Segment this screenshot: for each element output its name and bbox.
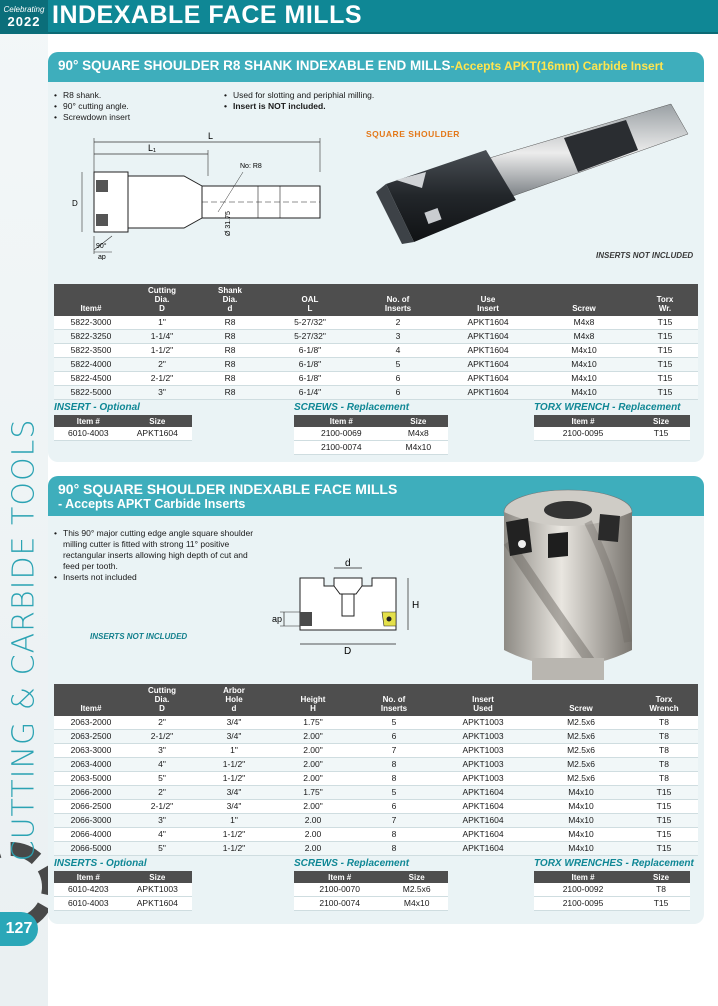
table-row xyxy=(294,897,448,911)
table-cell: 5 xyxy=(354,716,434,730)
table-cell: 8 xyxy=(354,758,434,772)
table-header-row xyxy=(294,415,448,427)
face-mill-technical-drawing xyxy=(272,556,432,656)
table-cell: 2.00 xyxy=(272,842,354,856)
table-row xyxy=(54,828,698,842)
table-cell: APKT1604 xyxy=(440,330,536,344)
bullet: • 90° cutting angle. xyxy=(54,101,130,112)
table-cell: 1" xyxy=(128,316,196,330)
screws-replacement-title: SCREWS - Replacement xyxy=(294,858,410,869)
table-row xyxy=(54,330,698,344)
bullet: • R8 shank. xyxy=(54,90,130,101)
table-cell: 1-1/2" xyxy=(196,842,272,856)
cell: M4x8 xyxy=(389,427,448,441)
table-cell: 2.00" xyxy=(272,800,354,814)
table-cell: 2063-4000 xyxy=(54,758,128,772)
cell: T15 xyxy=(632,897,690,911)
table-cell: 6-1/4" xyxy=(264,386,356,400)
table-cell: 5822-3500 xyxy=(54,344,128,358)
badge-line2: 2022 xyxy=(7,14,41,29)
table-cell: M4x10 xyxy=(532,814,630,828)
col-header-screw: Screw xyxy=(532,684,630,716)
table-cell: 2-1/2" xyxy=(128,800,196,814)
col-header-cutting-dia: Cutting Dia. D xyxy=(128,684,196,716)
col-header: Item # xyxy=(534,415,632,427)
table-cell: M4x10 xyxy=(532,842,630,856)
table-cell: 5" xyxy=(128,842,196,856)
table-cell: 2063-2000 xyxy=(54,716,128,730)
table-cell: 6 xyxy=(356,386,440,400)
table-cell: R8 xyxy=(196,344,264,358)
table-cell: 6-1/8" xyxy=(264,372,356,386)
table-cell: T15 xyxy=(630,828,698,842)
cell: 6010-4003 xyxy=(54,427,123,441)
vertical-category-text: CUTTING & CARBIDE TOOLS xyxy=(6,418,42,862)
table-header-row xyxy=(54,871,192,883)
table-cell: M2.5x6 xyxy=(532,744,630,758)
table-header-row xyxy=(534,871,690,883)
section-face-mills xyxy=(48,476,704,924)
dim-label-D: D xyxy=(344,646,352,656)
table-cell: 6 xyxy=(354,800,434,814)
dim-label-dia: Ø 31.75 xyxy=(225,211,232,236)
dim-label-no: No: R8 xyxy=(240,163,262,170)
table-row xyxy=(534,427,690,441)
section2-bullets xyxy=(54,528,254,583)
table-cell: APKT1604 xyxy=(440,372,536,386)
section1-subtitle: -Accepts APKT(16mm) Carbide Insert xyxy=(450,59,664,73)
cell: 2100-0074 xyxy=(294,441,389,455)
table-row xyxy=(54,897,192,911)
end-mill-technical-drawing xyxy=(68,132,338,260)
dim-label-d: d xyxy=(345,558,351,569)
cell: M4x10 xyxy=(385,897,448,911)
table-cell: 2066-5000 xyxy=(54,842,128,856)
section1-bullets-right xyxy=(224,90,374,112)
table-cell: 2063-2500 xyxy=(54,730,128,744)
cell: 2100-0069 xyxy=(294,427,389,441)
table-cell: 4" xyxy=(128,828,196,842)
table-cell: 2.00" xyxy=(272,730,354,744)
inserts-not-included-note: INSERTS NOT INCLUDED xyxy=(90,632,188,641)
col-header-no-inserts: No. of Inserts xyxy=(356,284,440,316)
table-cell: 1-1/4" xyxy=(128,330,196,344)
table-cell: 3" xyxy=(128,744,196,758)
table-cell: M4x10 xyxy=(532,786,630,800)
table-cell: 3" xyxy=(128,814,196,828)
table-cell: R8 xyxy=(196,386,264,400)
table-cell: 5-27/32" xyxy=(264,316,356,330)
screws-replacement-table xyxy=(294,871,448,911)
table-cell: M4x10 xyxy=(536,386,632,400)
table-cell: 3/4" xyxy=(196,730,272,744)
cell: 2100-0074 xyxy=(294,897,385,911)
col-header: Item # xyxy=(534,871,632,883)
col-header-torx: Torx Wr. xyxy=(632,284,698,316)
table-cell: T8 xyxy=(630,772,698,786)
dim-label-H: H xyxy=(412,600,420,611)
col-header-cutting-dia: Cutting Dia. D xyxy=(128,284,196,316)
table-cell: 1-1/2" xyxy=(196,772,272,786)
cell: APKT1003 xyxy=(123,883,192,897)
table-cell: 2" xyxy=(128,716,196,730)
square-shoulder-label: SQUARE SHOULDER xyxy=(366,129,460,139)
face-mill-product-image xyxy=(488,482,648,690)
table-header-row xyxy=(54,684,698,716)
table-row xyxy=(54,427,192,441)
col-header-item: Item# xyxy=(54,684,128,716)
table-cell: 5" xyxy=(128,772,196,786)
table-cell: 2063-5000 xyxy=(54,772,128,786)
table-cell: 2.00" xyxy=(272,758,354,772)
dim-label-ap: ap xyxy=(272,614,283,624)
table-cell: R8 xyxy=(196,372,264,386)
table-cell: 2.00" xyxy=(272,744,354,758)
table-cell: 1.75" xyxy=(272,786,354,800)
table-cell: 2066-2500 xyxy=(54,800,128,814)
bullet: • This 90° major cutting edge angle square shoulder milling cutter is fitted with strong 11° positive rectangular inserts allowing high depth of cut and feed per tooth. xyxy=(54,528,254,572)
col-header: Item # xyxy=(54,415,123,427)
table-cell: 6-1/8" xyxy=(264,344,356,358)
dim-label-D: D xyxy=(72,199,78,208)
cell: 2100-0095 xyxy=(534,897,632,911)
table-cell: T8 xyxy=(630,758,698,772)
table-cell: 5822-4000 xyxy=(54,358,128,372)
table-cell: 3 xyxy=(356,330,440,344)
cell: 2100-0095 xyxy=(534,427,632,441)
table-cell: APKT1604 xyxy=(440,386,536,400)
col-header-no-inserts: No. of Inserts xyxy=(354,684,434,716)
cell: APKT1604 xyxy=(123,427,192,441)
insert-optional-title: INSERT - Optional xyxy=(54,402,140,413)
cell: 6010-4203 xyxy=(54,883,123,897)
table-cell: 5 xyxy=(354,786,434,800)
inserts-not-included-note: INSERTS NOT INCLUDED xyxy=(596,251,694,260)
screws-replacement-table xyxy=(294,415,448,455)
top-header xyxy=(0,0,718,34)
table-cell: T15 xyxy=(632,372,698,386)
table-cell: APKT1604 xyxy=(440,358,536,372)
table-cell: R8 xyxy=(196,330,264,344)
table-header-row xyxy=(534,415,690,427)
table-cell: 5822-5000 xyxy=(54,386,128,400)
table-cell: APKT1604 xyxy=(434,800,532,814)
end-mill-product-image xyxy=(366,92,696,252)
section1-title: 90° SQUARE SHOULDER R8 SHANK INDEXABLE END MILLS xyxy=(58,58,451,73)
table-cell: 1-1/2" xyxy=(196,828,272,842)
table-cell: 2066-3000 xyxy=(54,814,128,828)
col-header: Size xyxy=(389,415,448,427)
table-header-row xyxy=(54,415,192,427)
table-cell: T15 xyxy=(632,344,698,358)
cell: T15 xyxy=(632,427,690,441)
cell: 6010-4003 xyxy=(54,897,123,911)
table-row xyxy=(54,716,698,730)
torx-wrenches-replacement-title: TORX WRENCHES - Replacement xyxy=(534,858,694,869)
torx-wrench-replacement-title: TORX WRENCH - Replacement xyxy=(534,402,681,413)
table-row xyxy=(54,800,698,814)
cell: T8 xyxy=(632,883,690,897)
inserts-optional-title: INSERTS - Optional xyxy=(54,858,147,869)
table-cell: T15 xyxy=(632,316,698,330)
table-cell: 1" xyxy=(196,814,272,828)
table-cell: APKT1003 xyxy=(434,758,532,772)
table-cell: T15 xyxy=(630,814,698,828)
table-cell: 5 xyxy=(356,358,440,372)
table-cell: 8 xyxy=(354,842,434,856)
table-cell: M4x10 xyxy=(532,800,630,814)
torx-wrenches-replacement-table xyxy=(534,871,690,911)
table-cell: 6 xyxy=(356,372,440,386)
table-cell: 2 xyxy=(356,316,440,330)
table-row xyxy=(294,427,448,441)
table-cell: APKT1604 xyxy=(440,316,536,330)
section2-title: 90° SQUARE SHOULDER INDEXABLE FACE MILLS xyxy=(58,481,398,497)
section1-bullets-left xyxy=(54,90,130,123)
end-mill-spec-table xyxy=(54,284,698,400)
col-header: Item # xyxy=(294,415,389,427)
table-header-row xyxy=(54,284,698,316)
col-header-item: Item# xyxy=(54,284,128,316)
table-cell: 1-1/2" xyxy=(128,344,196,358)
bullet: • Used for slotting and periphial milling. xyxy=(224,90,374,101)
col-header-arbor-hole: Arbor Hole d xyxy=(196,684,272,716)
table-cell: T8 xyxy=(630,716,698,730)
table-row xyxy=(54,772,698,786)
inserts-optional-table xyxy=(54,871,192,911)
table-cell: 3" xyxy=(128,386,196,400)
section2-subtitle: - Accepts APKT Carbide Inserts xyxy=(58,497,246,511)
table-row xyxy=(54,372,698,386)
table-cell: T15 xyxy=(632,386,698,400)
table-cell: 2063-3000 xyxy=(54,744,128,758)
table-row xyxy=(54,814,698,828)
side-text-container xyxy=(0,0,48,1006)
col-header-use-insert: Use Insert xyxy=(440,284,536,316)
table-cell: M4x10 xyxy=(536,344,632,358)
col-header: Size xyxy=(632,415,690,427)
dim-label-angle: 90° xyxy=(96,243,107,250)
table-cell: APKT1604 xyxy=(440,344,536,358)
table-row xyxy=(54,758,698,772)
table-cell: 2-1/2" xyxy=(128,730,196,744)
section-r8-end-mills xyxy=(48,52,704,462)
table-cell: APKT1003 xyxy=(434,744,532,758)
anniversary-badge xyxy=(0,0,48,34)
col-header: Item # xyxy=(54,871,123,883)
cell: M4x10 xyxy=(389,441,448,455)
insert-optional-table xyxy=(54,415,192,441)
table-row xyxy=(54,344,698,358)
table-cell: M4x10 xyxy=(532,828,630,842)
table-cell: M2.5x6 xyxy=(532,758,630,772)
table-row xyxy=(54,842,698,856)
page-title: INDEXABLE FACE MILLS xyxy=(52,1,363,29)
col-header: Size xyxy=(123,871,192,883)
screws-replacement-title: SCREWS - Replacement xyxy=(294,402,410,413)
table-cell: 4" xyxy=(128,758,196,772)
table-cell: M4x10 xyxy=(536,358,632,372)
table-cell: 2" xyxy=(128,358,196,372)
badge-line1: Celebrating xyxy=(3,5,45,14)
table-cell: 3/4" xyxy=(196,786,272,800)
bullet: • Inserts not included xyxy=(54,572,254,583)
section1-header xyxy=(48,52,704,82)
table-row xyxy=(294,441,448,455)
table-cell: M2.5x6 xyxy=(532,716,630,730)
table-cell: APKT1604 xyxy=(434,814,532,828)
dim-label-L1: L₁ xyxy=(148,143,157,153)
table-cell: 7 xyxy=(354,814,434,828)
table-row xyxy=(54,358,698,372)
table-cell: M4x8 xyxy=(536,316,632,330)
table-cell: 5-27/32" xyxy=(264,330,356,344)
table-row xyxy=(54,744,698,758)
dim-label-ap: ap xyxy=(98,254,106,260)
table-cell: 2.00 xyxy=(272,828,354,842)
table-cell: 2.00" xyxy=(272,772,354,786)
table-cell: 2" xyxy=(128,786,196,800)
col-header-screw: Screw xyxy=(536,284,632,316)
col-header-torx-wrench: Torx Wrench xyxy=(630,684,698,716)
table-cell: 3/4" xyxy=(196,716,272,730)
col-header: Item # xyxy=(294,871,385,883)
table-cell: R8 xyxy=(196,316,264,330)
table-cell: T15 xyxy=(630,786,698,800)
table-cell: APKT1604 xyxy=(434,842,532,856)
face-mill-spec-table xyxy=(54,684,698,856)
table-cell: R8 xyxy=(196,358,264,372)
table-cell: 4 xyxy=(356,344,440,358)
table-cell: APKT1003 xyxy=(434,716,532,730)
table-cell: APKT1604 xyxy=(434,828,532,842)
table-row xyxy=(534,897,690,911)
table-cell: T15 xyxy=(632,330,698,344)
table-cell: M2.5x6 xyxy=(532,772,630,786)
cell: 2100-0092 xyxy=(534,883,632,897)
table-cell: M2.5x6 xyxy=(532,730,630,744)
col-header-height: Height H xyxy=(272,684,354,716)
table-cell: 5822-3000 xyxy=(54,316,128,330)
table-cell: 7 xyxy=(354,744,434,758)
table-cell: 3/4" xyxy=(196,800,272,814)
table-cell: APKT1604 xyxy=(434,786,532,800)
table-cell: T8 xyxy=(630,730,698,744)
table-cell: M4x10 xyxy=(536,372,632,386)
table-header-row xyxy=(294,871,448,883)
table-cell: M4x8 xyxy=(536,330,632,344)
table-cell: T15 xyxy=(630,842,698,856)
table-row xyxy=(54,730,698,744)
table-row xyxy=(294,883,448,897)
cell: 2100-0070 xyxy=(294,883,385,897)
table-cell: 6 xyxy=(354,730,434,744)
table-cell: 8 xyxy=(354,772,434,786)
col-header: Size xyxy=(123,415,192,427)
table-cell: 1.75" xyxy=(272,716,354,730)
table-cell: APKT1003 xyxy=(434,772,532,786)
bullet: • Insert is NOT included. xyxy=(224,101,374,112)
cell: M2.5x6 xyxy=(385,883,448,897)
table-row xyxy=(534,883,690,897)
table-row xyxy=(54,386,698,400)
table-cell: 1" xyxy=(196,744,272,758)
table-cell: 5822-3250 xyxy=(54,330,128,344)
col-header: Size xyxy=(632,871,690,883)
table-cell: 8 xyxy=(354,828,434,842)
torx-wrench-replacement-table xyxy=(534,415,690,441)
col-header: Size xyxy=(385,871,448,883)
col-header-shank-dia: Shank Dia. d xyxy=(196,284,264,316)
page-number: 127 xyxy=(0,912,38,946)
table-cell: APKT1003 xyxy=(434,730,532,744)
table-cell: 1-1/2" xyxy=(196,758,272,772)
col-header-insert-used: Insert Used xyxy=(434,684,532,716)
table-row xyxy=(54,786,698,800)
table-cell: 2066-2000 xyxy=(54,786,128,800)
table-row xyxy=(54,883,192,897)
table-cell: 5822-4500 xyxy=(54,372,128,386)
table-cell: 2066-4000 xyxy=(54,828,128,842)
dim-label-L: L xyxy=(208,132,214,141)
table-cell: 6-1/8" xyxy=(264,358,356,372)
table-cell: T15 xyxy=(630,800,698,814)
bullet: • Screwdown insert xyxy=(54,112,130,123)
table-row xyxy=(54,316,698,330)
col-header-oal: OAL L xyxy=(264,284,356,316)
cell: APKT1604 xyxy=(123,897,192,911)
table-cell: T8 xyxy=(630,744,698,758)
table-cell: 2.00 xyxy=(272,814,354,828)
table-cell: 2-1/2" xyxy=(128,372,196,386)
table-cell: T15 xyxy=(632,358,698,372)
